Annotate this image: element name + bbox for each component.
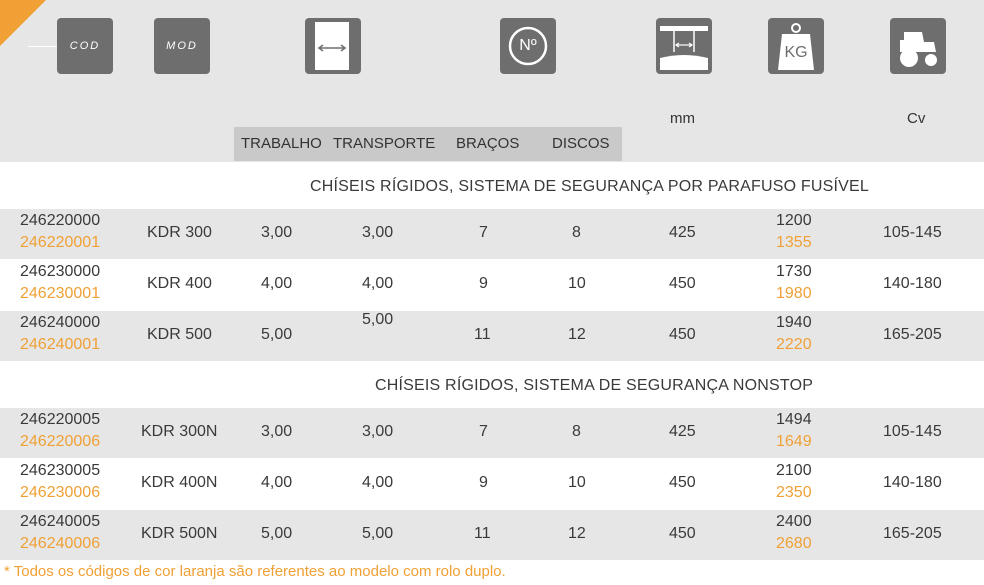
bracos-cell: 11 — [474, 525, 491, 542]
cv-cell: 140-180 — [883, 275, 942, 292]
model-cell: KDR 400N — [141, 474, 218, 491]
transporte-label: TRANSPORTE — [333, 135, 436, 152]
bracos-cell: 11 — [474, 326, 491, 343]
mm-cell: 425 — [669, 423, 696, 440]
mm-cell: 450 — [669, 326, 696, 343]
footnote: * Todos os códigos de cor laranja são referentes ao modelo com rolo duplo. — [4, 563, 506, 580]
table-row — [0, 209, 984, 259]
section-title: CHÍSEIS RÍGIDOS, SISTEMA DE SEGURANÇA NONSTOP — [375, 377, 814, 394]
weight-icon — [768, 18, 824, 74]
code-cell: 246240000 — [20, 314, 101, 331]
bracos-cell: 7 — [479, 423, 488, 440]
code-alt-cell: 246240001 — [20, 336, 101, 353]
model-cell: KDR 500 — [147, 326, 212, 343]
kg-cell: 1494 — [776, 411, 812, 428]
kg-cell: 2100 — [776, 462, 812, 479]
transporte-cell: 4,00 — [362, 474, 394, 491]
discos-cell: 8 — [572, 423, 581, 440]
discos-label: DISCOS — [552, 135, 610, 152]
table-row — [0, 311, 984, 361]
cv-cell: 105-145 — [883, 423, 942, 440]
code-cell: 246220005 — [20, 411, 101, 428]
table-row — [0, 510, 984, 560]
model-cell: KDR 300N — [141, 423, 218, 440]
kg-cell: 1730 — [776, 263, 812, 280]
bracos-cell: 9 — [479, 275, 488, 292]
trabalho-cell: 4,00 — [261, 275, 293, 292]
depth-icon — [656, 18, 712, 74]
cv-cell: 140-180 — [883, 474, 942, 491]
code-alt-cell: 246220006 — [20, 433, 101, 450]
transporte-cell: 5,00 — [362, 525, 394, 542]
tractor-icon — [890, 18, 946, 74]
cv-cell: 105-145 — [883, 224, 942, 241]
mm-label: mm — [670, 110, 695, 127]
discos-cell: 10 — [568, 474, 586, 491]
code-alt-cell: 246220001 — [20, 234, 101, 251]
transporte-cell: 3,00 — [362, 224, 394, 241]
kg-alt-cell: 1649 — [776, 433, 812, 450]
kg-alt-cell: 2680 — [776, 535, 812, 552]
trabalho-cell: 5,00 — [261, 525, 293, 542]
code-alt-cell: 246240006 — [20, 535, 101, 552]
discos-cell: 8 — [572, 224, 581, 241]
table-row — [0, 408, 984, 458]
transporte-cell: 5,00 — [362, 311, 394, 328]
bracos-cell: 7 — [479, 224, 488, 241]
transporte-cell: 3,00 — [362, 423, 394, 440]
code-cell: 246220000 — [20, 212, 101, 229]
mm-cell: 450 — [669, 525, 696, 542]
discos-cell: 12 — [568, 326, 586, 343]
kg-alt-cell: 2350 — [776, 484, 812, 501]
section-title: CHÍSEIS RÍGIDOS, SISTEMA DE SEGURANÇA POR PARAFUSO FUSÍVEL — [310, 178, 869, 195]
discos-cell: 10 — [568, 275, 586, 292]
number-icon — [500, 18, 556, 74]
bracos-cell: 9 — [479, 474, 488, 491]
corner-accent — [0, 0, 46, 46]
bracos-label: BRAÇOS — [456, 135, 520, 152]
trabalho-cell: 4,00 — [261, 474, 293, 491]
cv-cell: 165-205 — [883, 525, 942, 542]
table-row — [0, 459, 984, 509]
number-icon-label: Nº — [519, 37, 537, 54]
kg-cell: 1940 — [776, 314, 812, 331]
model-cell: KDR 300 — [147, 224, 212, 241]
code-alt-cell: 246230001 — [20, 285, 101, 302]
mod-icon-label: MOD — [166, 40, 198, 52]
mm-cell: 450 — [669, 275, 696, 292]
model-cell: KDR 400 — [147, 275, 212, 292]
weight-icon-label: KG — [784, 44, 808, 61]
code-alt-cell: 246230006 — [20, 484, 101, 501]
mm-cell: 425 — [669, 224, 696, 241]
code-cell: 246230005 — [20, 462, 101, 479]
kg-alt-cell: 2220 — [776, 336, 812, 353]
cv-cell: 165-205 — [883, 326, 942, 343]
trabalho-cell: 3,00 — [261, 224, 293, 241]
model-cell: KDR 500N — [141, 525, 218, 542]
cod-icon-label: COD — [69, 40, 101, 52]
code-cell: 246240005 — [20, 513, 101, 530]
discos-cell: 12 — [568, 525, 586, 542]
cod-icon — [57, 18, 113, 74]
trabalho-label: TRABALHO — [241, 135, 322, 152]
kg-alt-cell: 1355 — [776, 234, 812, 251]
table-header — [0, 0, 984, 162]
trabalho-cell: 5,00 — [261, 326, 293, 343]
kg-cell: 1200 — [776, 212, 812, 229]
mm-cell: 450 — [669, 474, 696, 491]
kg-alt-cell: 1980 — [776, 285, 812, 302]
cv-label: Cv — [907, 110, 926, 127]
code-cell: 246230000 — [20, 263, 101, 280]
working-width-icon — [305, 18, 361, 74]
transporte-cell: 4,00 — [362, 275, 394, 292]
mod-icon — [154, 18, 210, 74]
table-row — [0, 260, 984, 310]
trabalho-cell: 3,00 — [261, 423, 293, 440]
kg-cell: 2400 — [776, 513, 812, 530]
